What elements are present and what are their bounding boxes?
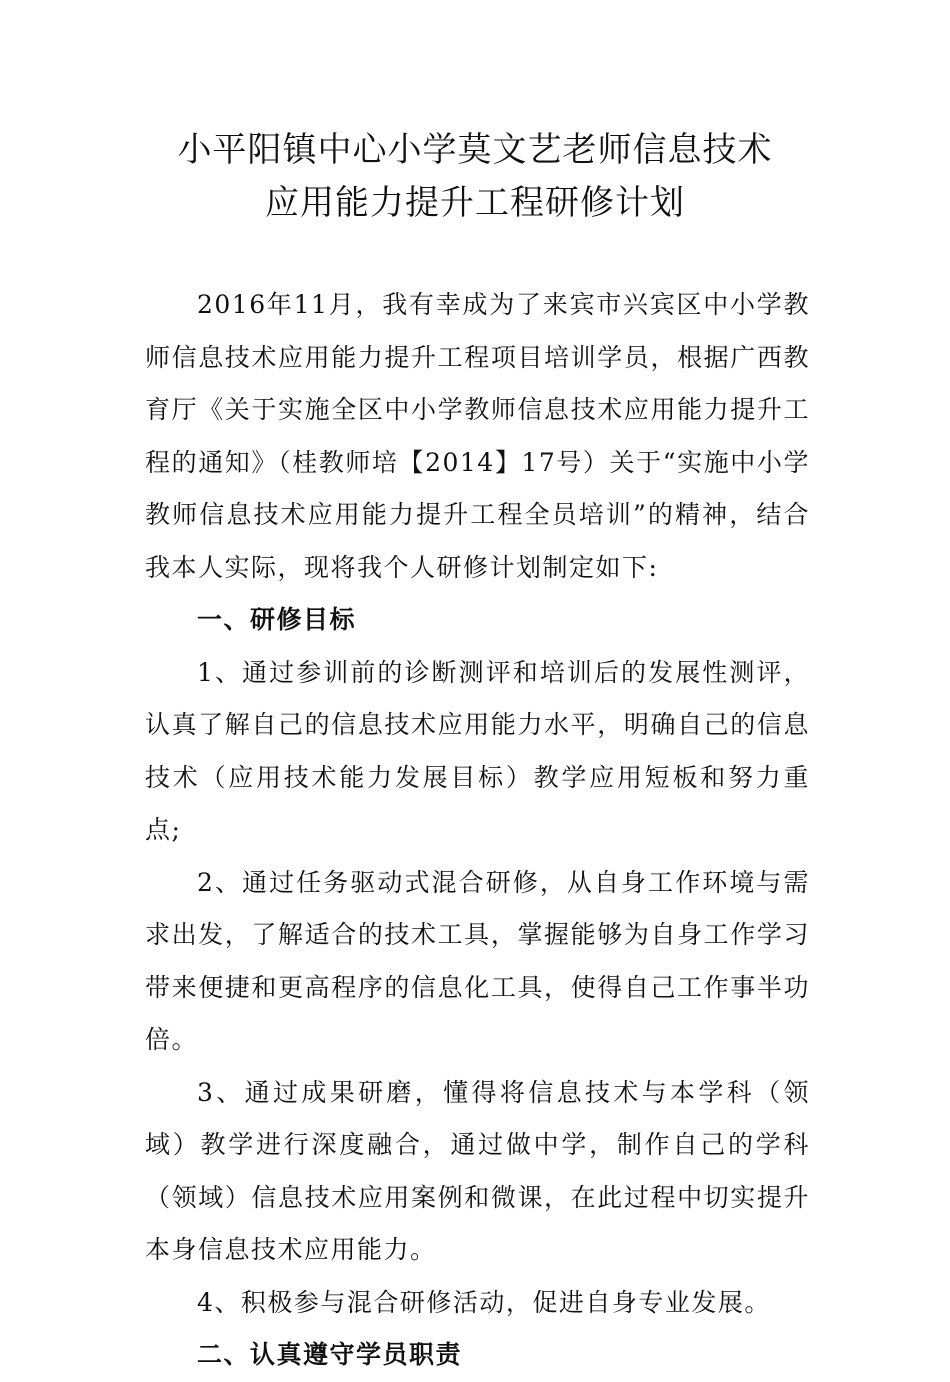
document-body [145,279,810,1382]
document-title-line-2: 应用能力提升工程研修计划 [265,183,685,223]
goal-item-1: 1、通过参训前的诊断测评和培训后的发展性测评，认真了解自己的信息技术应用能力水平，明确自己的信息技术（应用技术能力发展目标）教学应用短板和努力重点; [145,657,810,844]
document-title-line-1: 小平阳镇中心小学莫文艺老师信息技术 [177,130,773,170]
section-heading-goals: 一、研修目标 [197,605,357,634]
goal-item-2: 2、通过任务驱动式混合研修，从自身工作环境与需求出发，了解适合的技术工具，掌握能够为自身工作学习带来便捷和更高程序的信息化工具，使得自己工作事半功倍。 [145,867,810,1054]
goal-item-4: 4、积极参与混合研修活动，促进自身专业发展。 [197,1287,771,1317]
intro-paragraph: 2016年11月，我有幸成为了来宾市兴宾区中小学教师信息技术应用能力提升工程项目培训学员，根据广西教育厅《关于实施全区中小学教师信息技术应用能力提升工程的通知》（桂教师培【2014】17号）关于“实施中小学教师信息技术应用能力提升工程全员培训”的精神，结合我本人实际，现将我个人研修计划制定如下: [145,290,810,582]
goal-item-3: 3、通过成果研磨，懂得将信息技术与本学科（领域）教学进行深度融合，通过做中学，制作自己的学科（领域）信息技术应用案例和微课，在此过程中切实提升本身信息技术应用能力。 [145,1077,810,1264]
section-heading-duties: 二、认真遵守学员职责 [197,1340,463,1369]
